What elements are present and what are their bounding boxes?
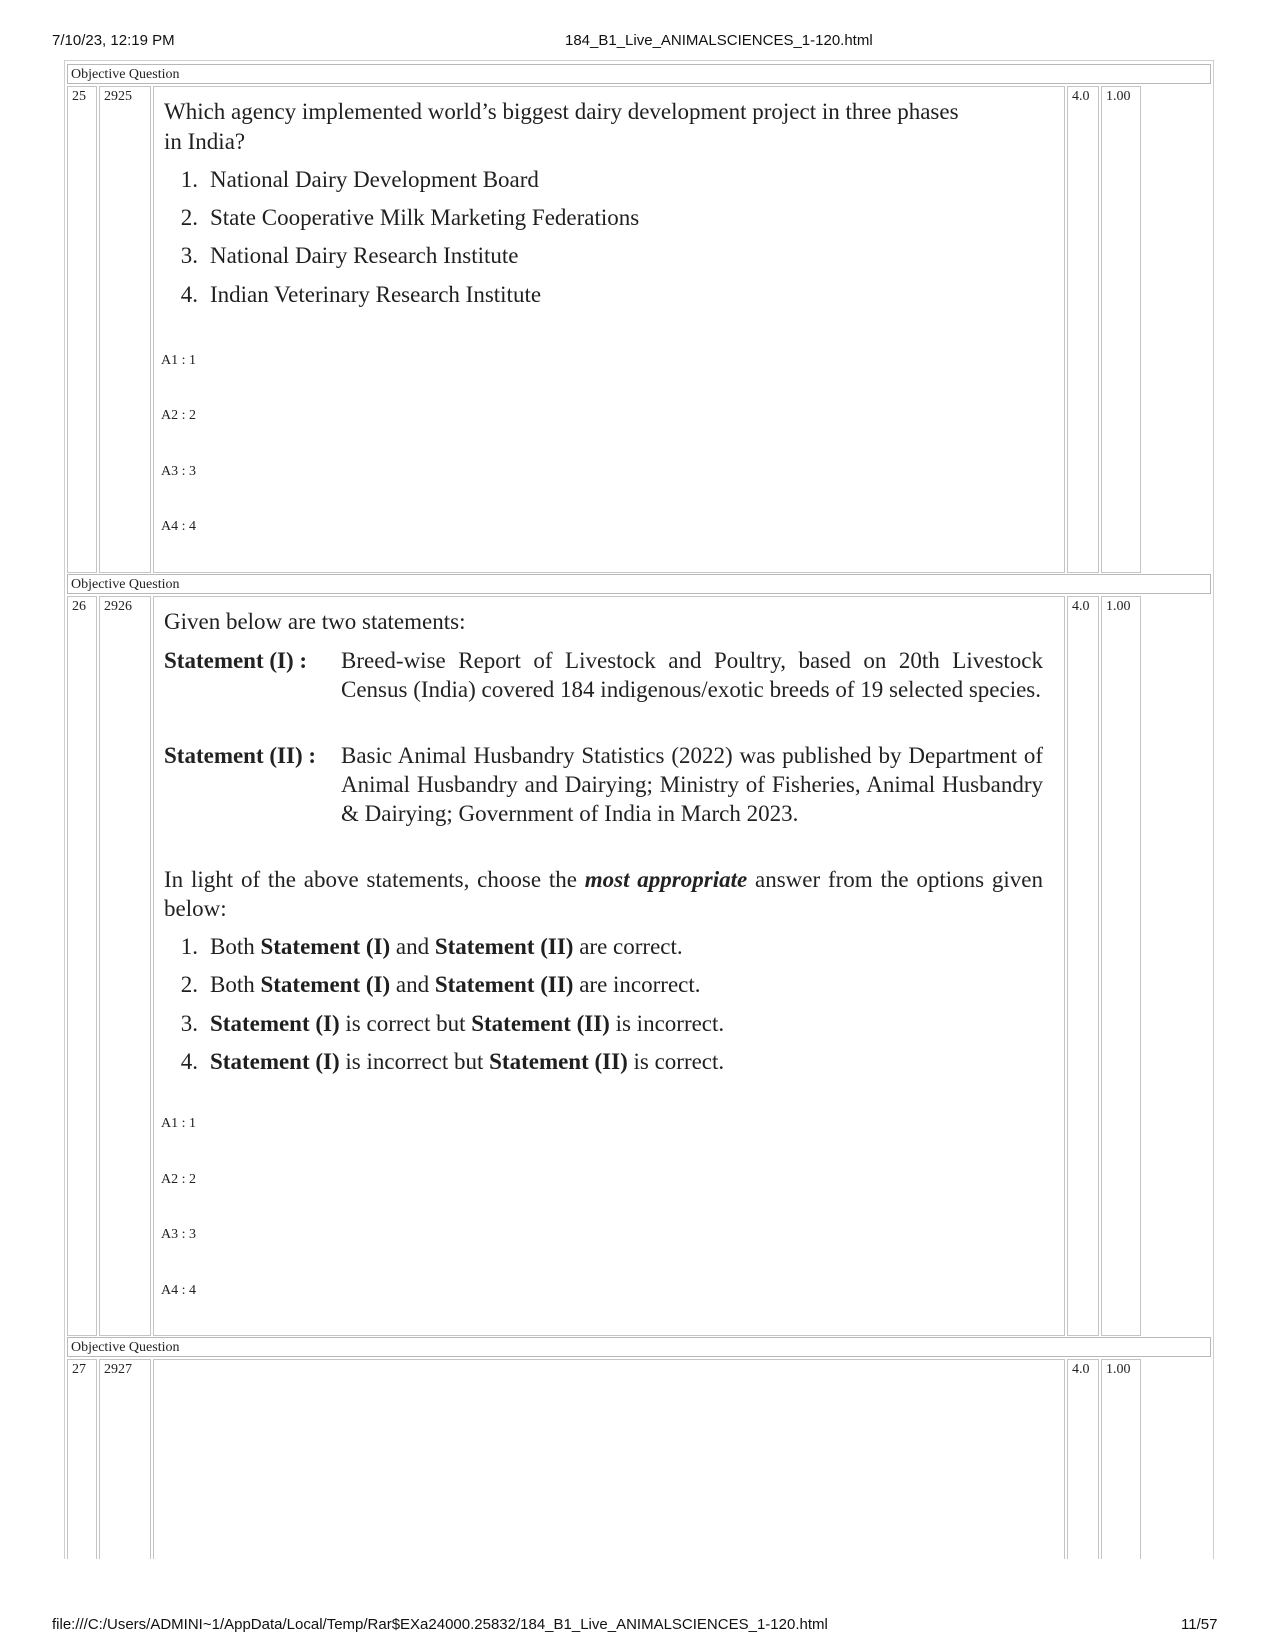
option-4: 4. Indian Veterinary Research Institute bbox=[180, 282, 542, 307]
statement-1-text: Breed-wise Report of Livestock and Poultry, based on 20th Livestock Census (India) covered 184 indigenous/exotic breeds of 19 selected species. bbox=[341, 648, 1043, 702]
answer-key-4: A4 : 4 bbox=[161, 519, 196, 534]
serial-number: 26 bbox=[72, 599, 86, 614]
statement-1-label: Statement (I) : bbox=[164, 648, 308, 673]
serial-cell bbox=[67, 596, 97, 1336]
question-type-row bbox=[67, 574, 1211, 594]
answer-key-1: A1 : 1 bbox=[161, 1116, 196, 1131]
question-id-cell bbox=[99, 596, 151, 1336]
answer-key-3: A3 : 3 bbox=[161, 464, 196, 479]
print-datetime: 7/10/23, 12:19 PM bbox=[52, 32, 175, 49]
answer-key-4: A4 : 4 bbox=[161, 1283, 196, 1298]
answer-key-1: A1 : 1 bbox=[161, 353, 196, 368]
marks-value: 4.0 bbox=[1072, 599, 1090, 614]
serial-cell bbox=[67, 1359, 97, 1559]
serial-number: 25 bbox=[72, 89, 86, 104]
negative-marks-cell bbox=[1101, 86, 1141, 573]
marks-cell bbox=[1067, 1359, 1099, 1559]
question-type-row bbox=[67, 64, 1211, 84]
question-text-line: in India? bbox=[164, 129, 246, 154]
marks-cell bbox=[1067, 86, 1099, 573]
marks-value: 4.0 bbox=[1072, 89, 1090, 104]
negative-marks-value: 1.00 bbox=[1106, 599, 1131, 614]
question-id: 2927 bbox=[104, 1362, 132, 1377]
option-2: 2. Both Statement (I) and Statement (II) are incorrect. bbox=[180, 972, 701, 997]
question-type-label: Objective Question bbox=[71, 577, 180, 592]
print-page-number: 11/57 bbox=[1181, 1616, 1218, 1633]
option-2: 2. State Cooperative Milk Marketing Federations bbox=[180, 205, 640, 230]
question-id-cell bbox=[99, 1359, 151, 1559]
option-4: 4. Statement (I) is incorrect but Statement (II) is correct. bbox=[180, 1049, 725, 1074]
question-id: 2926 bbox=[104, 599, 132, 614]
question-id: 2925 bbox=[104, 89, 132, 104]
question-body-cell bbox=[153, 596, 1065, 1336]
negative-marks-value: 1.00 bbox=[1106, 89, 1131, 104]
answer-key-3: A3 : 3 bbox=[161, 1227, 196, 1242]
question-text bbox=[164, 97, 1054, 157]
option-3: 3. Statement (I) is correct but Statement (II) is incorrect. bbox=[180, 1011, 725, 1036]
statement-2-text: Basic Animal Husbandry Statistics (2022) was published by Department of Animal Husbandry and Dairying; Ministry of Fisheries, Animal Husbandry & Dairying; Government of India in March 2023. bbox=[341, 743, 1043, 826]
statement-2-label: Statement (II) : bbox=[164, 743, 317, 768]
question-body-cell bbox=[153, 1359, 1065, 1559]
answer-key-2: A2 : 2 bbox=[161, 408, 196, 423]
negative-marks-value: 1.00 bbox=[1106, 1362, 1131, 1377]
question-id-cell bbox=[99, 86, 151, 573]
print-doc-title: 184_B1_Live_ANIMALSCIENCES_1-120.html bbox=[565, 32, 873, 49]
serial-cell bbox=[67, 86, 97, 573]
marks-cell bbox=[1067, 596, 1099, 1336]
option-1: 1. Both Statement (I) and Statement (II) are correct. bbox=[180, 934, 683, 959]
question-intro: Given below are two statements: bbox=[164, 609, 466, 634]
question-type-label: Objective Question bbox=[71, 1340, 180, 1355]
negative-marks-cell bbox=[1101, 596, 1141, 1336]
option-3: 3. National Dairy Research Institute bbox=[180, 243, 519, 268]
option-1: 1. National Dairy Development Board bbox=[180, 167, 539, 192]
serial-number: 27 bbox=[72, 1362, 86, 1377]
question-body-cell bbox=[153, 86, 1065, 573]
question-type-label: Objective Question bbox=[71, 67, 180, 82]
question-type-row bbox=[67, 1337, 1211, 1357]
question-text-line: Which agency implemented world’s biggest dairy development project in three phases bbox=[164, 99, 959, 124]
answer-key-2: A2 : 2 bbox=[161, 1172, 196, 1187]
print-file-path: file:///C:/Users/ADMINI~1/AppData/Local/Temp/Rar$EXa24000.25832/184_B1_Live_ANIMALSCIENCES_1-120.html bbox=[52, 1616, 828, 1633]
marks-value: 4.0 bbox=[1072, 1362, 1090, 1377]
question-instruction: In light of the above statements, choose the most appropriate answer from the options given below: bbox=[164, 867, 1044, 921]
negative-marks-cell bbox=[1101, 1359, 1141, 1559]
